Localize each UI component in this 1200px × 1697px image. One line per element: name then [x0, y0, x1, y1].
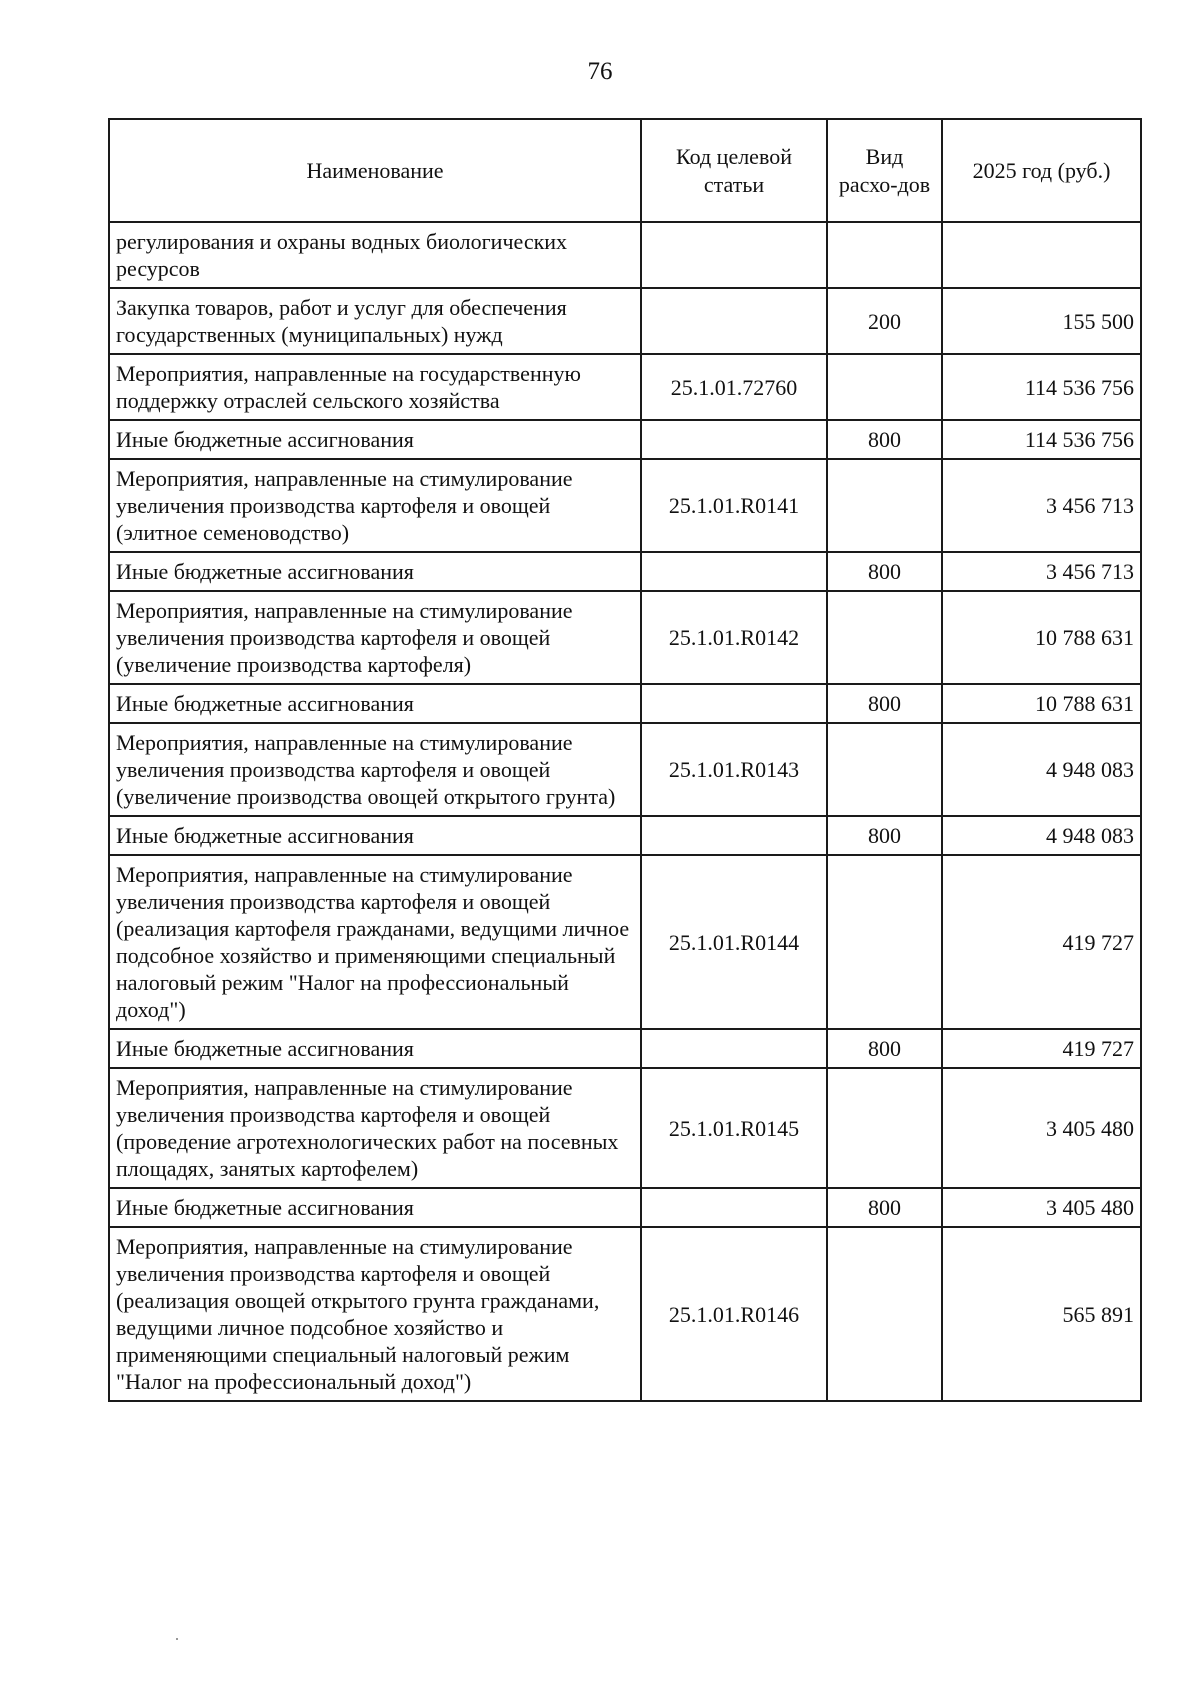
cell-amount: 3 456 713	[942, 552, 1141, 591]
cell-type	[827, 1068, 942, 1188]
cell-type: 800	[827, 1029, 942, 1068]
cell-code	[641, 552, 827, 591]
cell-amount: 3 405 480	[942, 1188, 1141, 1227]
cell-type	[827, 1227, 942, 1401]
table-row	[109, 1029, 1141, 1068]
cell-amount: 114 536 756	[942, 420, 1141, 459]
header-code: Код целевой статьи	[641, 119, 827, 222]
scan-speck	[176, 1638, 178, 1640]
cell-type: 800	[827, 420, 942, 459]
table-row	[109, 420, 1141, 459]
cell-name: Иные бюджетные ассигнования	[109, 420, 641, 459]
header-amount: 2025 год (руб.)	[942, 119, 1141, 222]
cell-code: 25.1.01.R0143	[641, 723, 827, 816]
cell-name: Мероприятия, направленные на стимулирование увеличения производства картофеля и овощей (элитное семеноводство)	[109, 459, 641, 552]
cell-name: Иные бюджетные ассигнования	[109, 1188, 641, 1227]
table-row	[109, 459, 1141, 552]
page-number: 76	[587, 58, 613, 85]
cell-code: 25.1.01.R0142	[641, 591, 827, 684]
table-body	[109, 222, 1141, 1401]
table-row	[109, 1188, 1141, 1227]
cell-code: 25.1.01.72760	[641, 354, 827, 420]
cell-code	[641, 420, 827, 459]
cell-amount: 155 500	[942, 288, 1141, 354]
cell-code	[641, 1188, 827, 1227]
cell-type	[827, 723, 942, 816]
cell-amount: 3 405 480	[942, 1068, 1141, 1188]
table-row	[109, 1068, 1141, 1188]
cell-name: Мероприятия, направленные на стимулирование увеличения производства картофеля и овощей (проведение агротехнологических работ на посевных площадях, занятых картофелем)	[109, 1068, 641, 1188]
cell-code: 25.1.01.R0146	[641, 1227, 827, 1401]
cell-name: Мероприятия, направленные на стимулирование увеличения производства картофеля и овощей (реализация овощей открытого грунта гражданами, ведущими личное подсобное хозяйство и применяющими специальный налоговый режим "Налог на профессиональный доход")	[109, 1227, 641, 1401]
cell-type: 800	[827, 1188, 942, 1227]
cell-name: Мероприятия, направленные на стимулирование увеличения производства картофеля и овощей (реализация картофеля гражданами, ведущими личное подсобное хозяйство и применяющими специальный налоговый режим "Налог на профессиональный доход")	[109, 855, 641, 1029]
cell-amount: 419 727	[942, 855, 1141, 1029]
cell-code: 25.1.01.R0145	[641, 1068, 827, 1188]
table-header-row	[109, 119, 1141, 222]
table-row	[109, 591, 1141, 684]
table-row	[109, 816, 1141, 855]
table-row	[109, 552, 1141, 591]
header-type: Вид расхо-дов	[827, 119, 942, 222]
cell-amount: 4 948 083	[942, 723, 1141, 816]
header-name: Наименование	[109, 119, 641, 222]
cell-name: Иные бюджетные ассигнования	[109, 552, 641, 591]
cell-code	[641, 222, 827, 288]
cell-name: регулирования и охраны водных биологических ресурсов	[109, 222, 641, 288]
cell-code	[641, 288, 827, 354]
cell-type	[827, 855, 942, 1029]
cell-type	[827, 459, 942, 552]
cell-code: 25.1.01.R0144	[641, 855, 827, 1029]
cell-type	[827, 354, 942, 420]
cell-amount: 419 727	[942, 1029, 1141, 1068]
cell-type: 800	[827, 552, 942, 591]
cell-amount: 10 788 631	[942, 684, 1141, 723]
cell-amount: 114 536 756	[942, 354, 1141, 420]
table-row	[109, 288, 1141, 354]
cell-amount	[942, 222, 1141, 288]
cell-amount: 10 788 631	[942, 591, 1141, 684]
table-row	[109, 684, 1141, 723]
table-row	[109, 354, 1141, 420]
cell-name: Иные бюджетные ассигнования	[109, 1029, 641, 1068]
cell-name: Иные бюджетные ассигнования	[109, 816, 641, 855]
cell-code	[641, 816, 827, 855]
table-row	[109, 855, 1141, 1029]
cell-name: Иные бюджетные ассигнования	[109, 684, 641, 723]
budget-table	[108, 118, 1142, 1402]
cell-name: Закупка товаров, работ и услуг для обеспечения государственных (муниципальных) нужд	[109, 288, 641, 354]
cell-amount: 565 891	[942, 1227, 1141, 1401]
cell-type: 200	[827, 288, 942, 354]
cell-type: 800	[827, 816, 942, 855]
cell-type	[827, 222, 942, 288]
cell-amount: 4 948 083	[942, 816, 1141, 855]
cell-code	[641, 684, 827, 723]
table-row	[109, 1227, 1141, 1401]
cell-name: Мероприятия, направленные на стимулирование увеличения производства картофеля и овощей (увеличение производства картофеля)	[109, 591, 641, 684]
cell-type: 800	[827, 684, 942, 723]
table-row	[109, 222, 1141, 288]
cell-name: Мероприятия, направленные на стимулирование увеличения производства картофеля и овощей (увеличение производства овощей открытого грунта)	[109, 723, 641, 816]
cell-amount: 3 456 713	[942, 459, 1141, 552]
cell-code	[641, 1029, 827, 1068]
cell-name: Мероприятия, направленные на государственную поддержку отраслей сельского хозяйства	[109, 354, 641, 420]
table-row	[109, 723, 1141, 816]
cell-code: 25.1.01.R0141	[641, 459, 827, 552]
cell-type	[827, 591, 942, 684]
